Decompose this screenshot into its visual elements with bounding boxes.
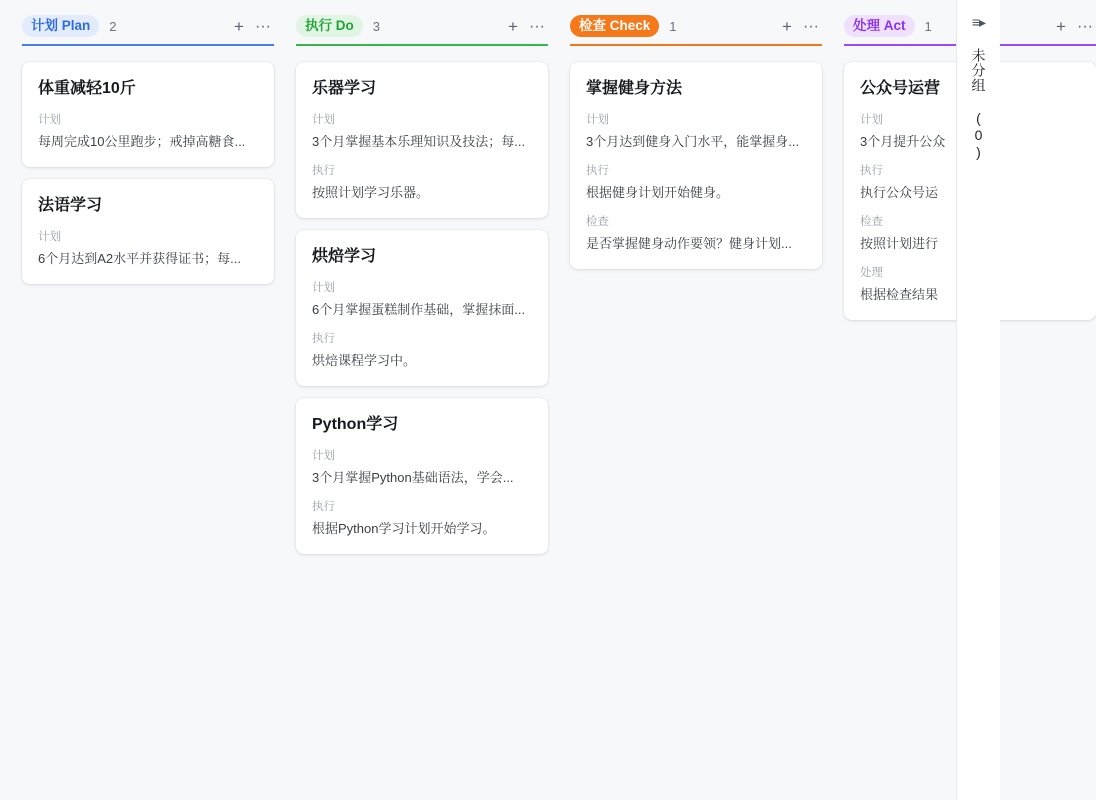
card-field (586, 214, 806, 253)
card[interactable] (22, 62, 274, 167)
card-list-plan (22, 62, 274, 284)
card-field-value: 按照计划学习乐器。 (312, 185, 430, 200)
column-tag-plan: 计划 Plan (22, 15, 99, 37)
column-header-do (296, 14, 548, 46)
card-field-value: 根据检查结果 (860, 287, 939, 302)
card-field (586, 163, 806, 202)
kanban-column-check (570, 0, 822, 800)
column-count-plan: 2 (109, 18, 117, 34)
column-more-icon-check[interactable]: ··· (803, 17, 819, 35)
card-field-label: 计划 (312, 282, 335, 294)
card[interactable] (296, 398, 548, 554)
column-header-check (570, 14, 822, 46)
card-field-label: 计划 (860, 114, 883, 126)
card-list-do (296, 62, 548, 554)
card-field-value: 3个月达到健身入门水平，能掌握身... (586, 134, 800, 149)
column-count-act: 1 (924, 18, 932, 34)
add-card-icon-check[interactable]: + (782, 16, 792, 36)
card[interactable] (296, 230, 548, 386)
add-card-icon-do[interactable]: + (508, 16, 518, 36)
card-field (312, 331, 532, 370)
card-field (38, 229, 258, 268)
column-header-plan (22, 14, 274, 46)
card-field-label: 处理 (860, 267, 883, 279)
card-field-value: 6个月达到A2水平并获得证书；每... (38, 251, 241, 266)
card-field (586, 112, 806, 151)
rail-group-label: 未分组 (0) (970, 48, 987, 161)
card-field-value: 每周完成10公里跑步；戒掉高糖食... (38, 134, 246, 149)
card-field-value: 3个月掌握基本乐理知识及技法；每... (312, 134, 526, 149)
add-card-icon-act[interactable]: + (1056, 16, 1066, 36)
card[interactable] (570, 62, 822, 269)
card-field (38, 112, 258, 151)
card-field-label: 计划 (38, 231, 61, 243)
card-field (312, 448, 532, 487)
card-field-value: 3个月提升公众 (860, 134, 946, 149)
card-field-value: 按照计划进行 (860, 236, 939, 251)
card-field-label: 执行 (312, 165, 335, 177)
card-field-value: 烘焙课程学习中。 (312, 353, 417, 368)
card-field-label: 执行 (312, 501, 335, 513)
card[interactable] (296, 62, 548, 218)
card-field-label: 执行 (586, 165, 609, 177)
card-field-label: 计划 (586, 114, 609, 126)
card-field (312, 499, 532, 538)
card-title: 法语学习 (38, 197, 103, 214)
expand-panel-icon[interactable]: ≡▸ (971, 14, 986, 30)
card-title: 体重减轻10斤 (38, 80, 136, 97)
collapsed-group-rail[interactable] (956, 0, 1000, 800)
card-field (312, 112, 532, 151)
card-field-label: 计划 (38, 114, 61, 126)
card-title: 乐器学习 (312, 80, 377, 97)
card[interactable] (22, 179, 274, 284)
card-field-label: 执行 (860, 165, 883, 177)
card-field-label: 计划 (312, 450, 335, 462)
column-count-check: 1 (669, 18, 677, 34)
column-more-icon-act[interactable]: ··· (1077, 17, 1093, 35)
card-field (312, 280, 532, 319)
card-field-label: 检查 (860, 216, 883, 228)
column-tag-check: 检查 Check (570, 15, 659, 37)
column-more-icon-do[interactable]: ··· (529, 17, 545, 35)
add-card-icon-plan[interactable]: + (234, 16, 244, 36)
card-field-value: 根据健身计划开始健身。 (586, 185, 730, 200)
card-field-value: 6个月掌握蛋糕制作基础，掌握抹面... (312, 302, 526, 317)
card-field-label: 检查 (586, 216, 609, 228)
card-title: 掌握健身方法 (586, 80, 683, 97)
card-field-label: 执行 (312, 333, 335, 345)
card-field-value: 根据Python学习计划开始学习。 (312, 521, 496, 536)
card-title: 烘焙学习 (312, 248, 377, 265)
column-more-icon-plan[interactable]: ··· (255, 17, 271, 35)
column-tag-do: 执行 Do (296, 15, 363, 37)
card-title: 公众号运营 (860, 80, 941, 97)
kanban-column-do (296, 0, 548, 800)
card-field-value: 3个月掌握Python基础语法，学会... (312, 470, 514, 485)
card-list-check (570, 62, 822, 269)
card-field-label: 计划 (312, 114, 335, 126)
card-field (312, 163, 532, 202)
card-field-value: 执行公众号运 (860, 185, 939, 200)
kanban-column-plan (22, 0, 274, 800)
column-count-do: 3 (372, 18, 380, 34)
card-field-value: 是否掌握健身动作要领？健身计划... (586, 236, 792, 251)
column-tag-act: 处理 Act (844, 15, 915, 37)
card-title: Python学习 (312, 416, 399, 433)
